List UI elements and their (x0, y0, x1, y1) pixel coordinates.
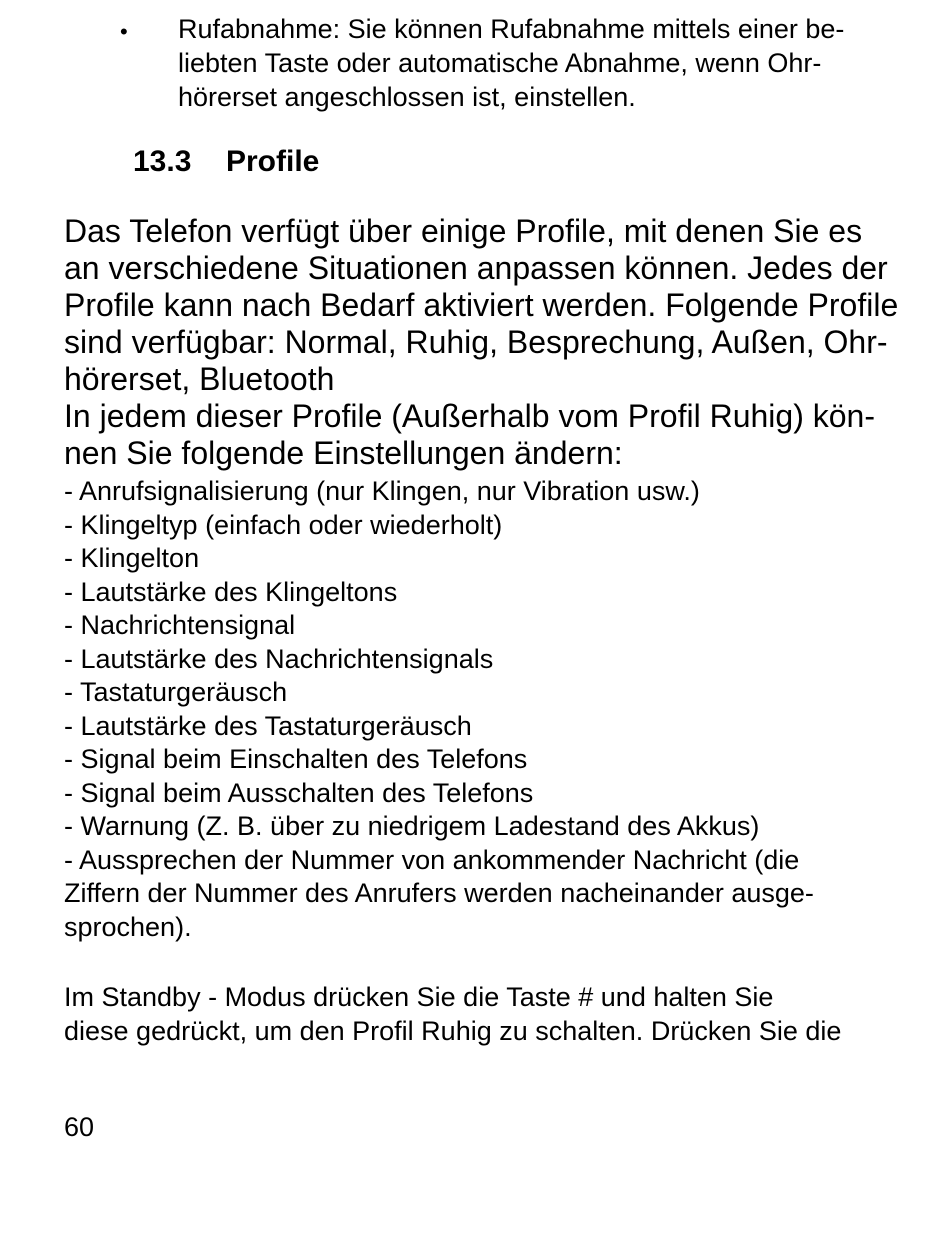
standby-line: Im Standby - Modus drücken Sie die Taste # und halten Sie (64, 982, 774, 1012)
intro-line: hörerset, Bluetooth (64, 361, 335, 397)
intro-line: sind verfügbar: Normal, Ruhig, Besprechung, Außen, Ohr- (64, 324, 888, 360)
intro-line: Profile kann nach Bedarf aktiviert werden. Folgende Profile (64, 287, 899, 323)
intro-line: nen Sie folgende Einstellungen ändern: (64, 435, 623, 471)
bullet-line: Rufabnahme: Sie können Rufabnahme mittels einer be- (178, 14, 845, 44)
section-number: 13.3 (133, 145, 192, 178)
page-number: 60 (64, 1112, 95, 1142)
intro-paragraph (64, 213, 924, 472)
bullet-line: liebten Taste oder automatische Abnahme, wenn Ohr- (178, 48, 822, 78)
list-item: - Klingelton (64, 543, 200, 573)
list-item: Ziffern der Nummer des Anrufers werden nacheinander ausge- (64, 878, 814, 908)
intro-line: an verschiedene Situationen anpassen können. Jedes der (64, 250, 888, 286)
list-item: sprochen). (64, 911, 192, 942)
bullet-symbol: • (120, 19, 128, 44)
settings-list (64, 475, 924, 944)
section-title: Profile (226, 145, 320, 178)
list-item: - Anrufsignalisierung (nur Klingen, nur Vibration usw.) (64, 476, 700, 506)
list-item: - Signal beim Ausschalten des Telefons (64, 777, 534, 808)
list-item: - Tastaturgeräusch (64, 677, 288, 707)
bullet-text (178, 12, 900, 114)
list-item: - Lautstärke des Tastaturgeräusch (64, 710, 472, 741)
list-item: - Lautstärke des Klingeltons (64, 576, 398, 607)
standby-paragraph (64, 980, 924, 1048)
list-item: - Klingeltyp (einfach oder wiederholt) (64, 509, 503, 540)
intro-line: Das Telefon verfügt über einige Profile, mit denen Sie es (64, 213, 863, 249)
list-item: - Nachrichtensignal (64, 610, 296, 640)
standby-line: diese gedrückt, um den Profil Ruhig zu schalten. Drücken Sie die (64, 1016, 842, 1046)
list-item: - Signal beim Einschalten des Telefons (64, 744, 528, 774)
list-item: - Aussprechen der Nummer von ankommender Nachricht (die (64, 844, 800, 875)
bullet-line: hörerset angeschlossen ist, einstellen. (178, 82, 636, 112)
list-item: - Lautstärke des Nachrichtensignals (64, 643, 494, 674)
list-item: - Warnung (Z. B. über zu niedrigem Ladestand des Akkus) (64, 811, 760, 841)
intro-line: In jedem dieser Profile (Außerhalb vom Profil Ruhig) kön- (64, 398, 875, 434)
section-heading (133, 144, 319, 180)
